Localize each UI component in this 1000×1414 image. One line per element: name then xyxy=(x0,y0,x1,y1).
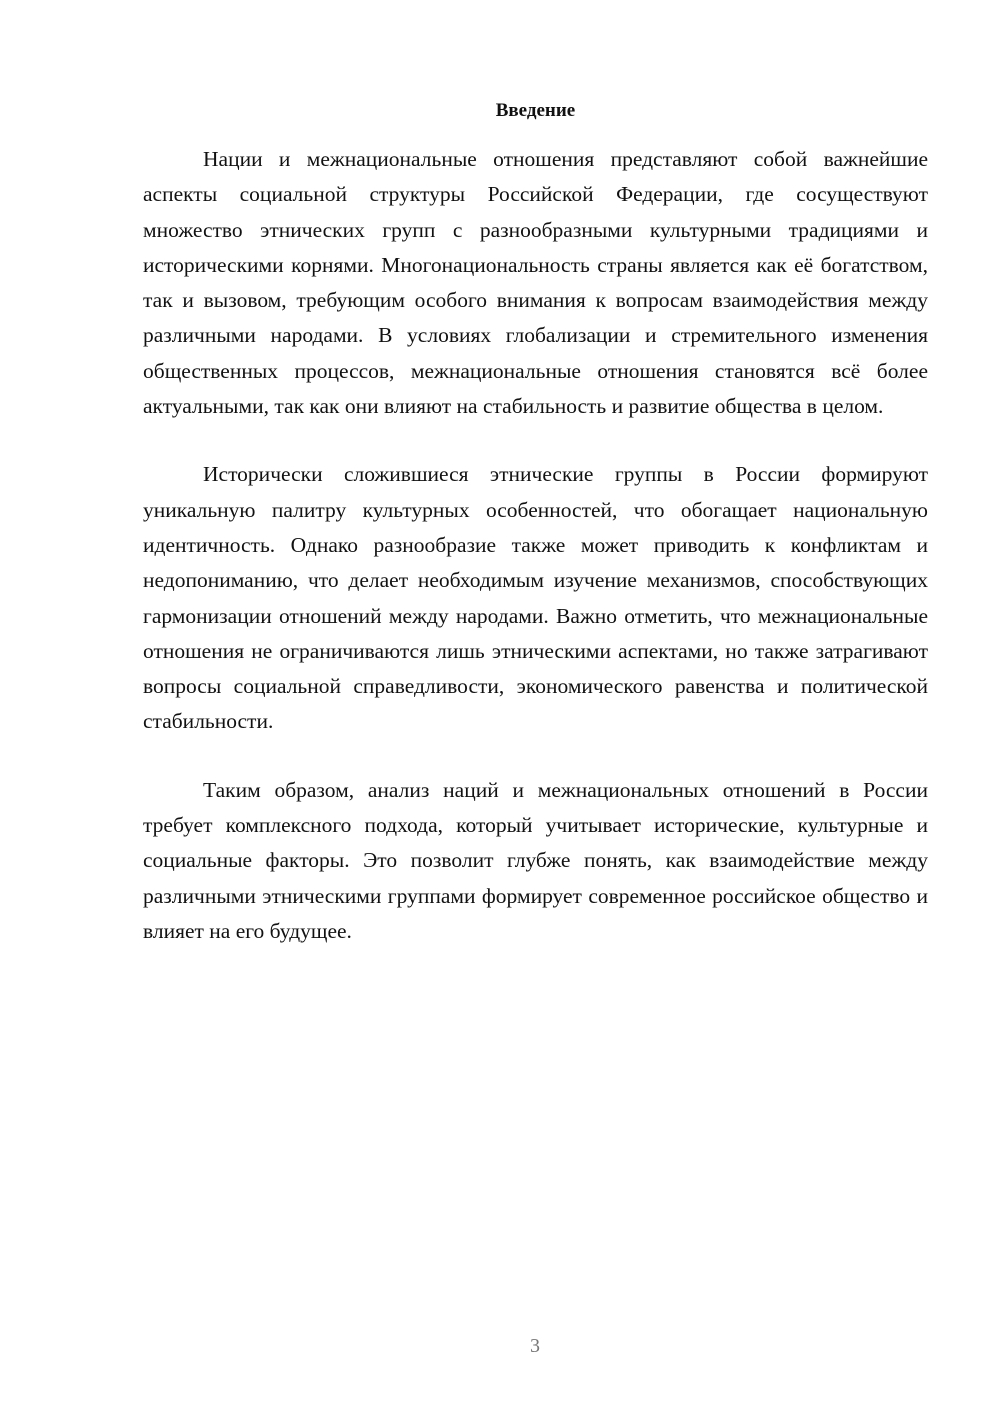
body-text xyxy=(143,142,928,982)
paragraph-2: Исторически сложившиеся этнические группы в России формируют уникальную палитру культурных особенностей, что обогащает национальную идентичность. Однако разнообразие также может приводить к конфликтам и недопониманию, что делает необходимым изучение механизмов, способствующих гармонизации отношений между народами. Важно отметить, что межнациональные отношения не ограничиваются лишь этническими аспектами, но также затрагивают вопросы социальной справедливости, экономического равенства и политической стабильности. xyxy=(143,462,928,734)
page-number: 3 xyxy=(530,1335,540,1357)
paragraph-3: Таким образом, анализ наций и межнациональных отношений в России требует комплексного подхода, который учитывает исторические, культурные и социальные факторы. Это позволит глубже понять, как взаимодействие между различными этническими группами формирует современное российское общество и влияет на его будущее. xyxy=(143,777,928,943)
paragraph-1: Нации и межнациональные отношения представляют собой важнейшие аспекты социальной структуры Российской Федерации, где сосуществуют множество этнических групп с разнообразными культурными традициями и историческими корнями. Многонациональность страны является как её богатством, так и вызовом, требующим особого внимания к вопросам взаимодействия между различными народами. В условиях глобализации и стремительного изменения общественных процессов, межнациональные отношения становятся всё более актуальными, так как они влияют на стабильность и развитие общества в целом. xyxy=(143,147,928,419)
page-title: Введение xyxy=(495,100,576,121)
